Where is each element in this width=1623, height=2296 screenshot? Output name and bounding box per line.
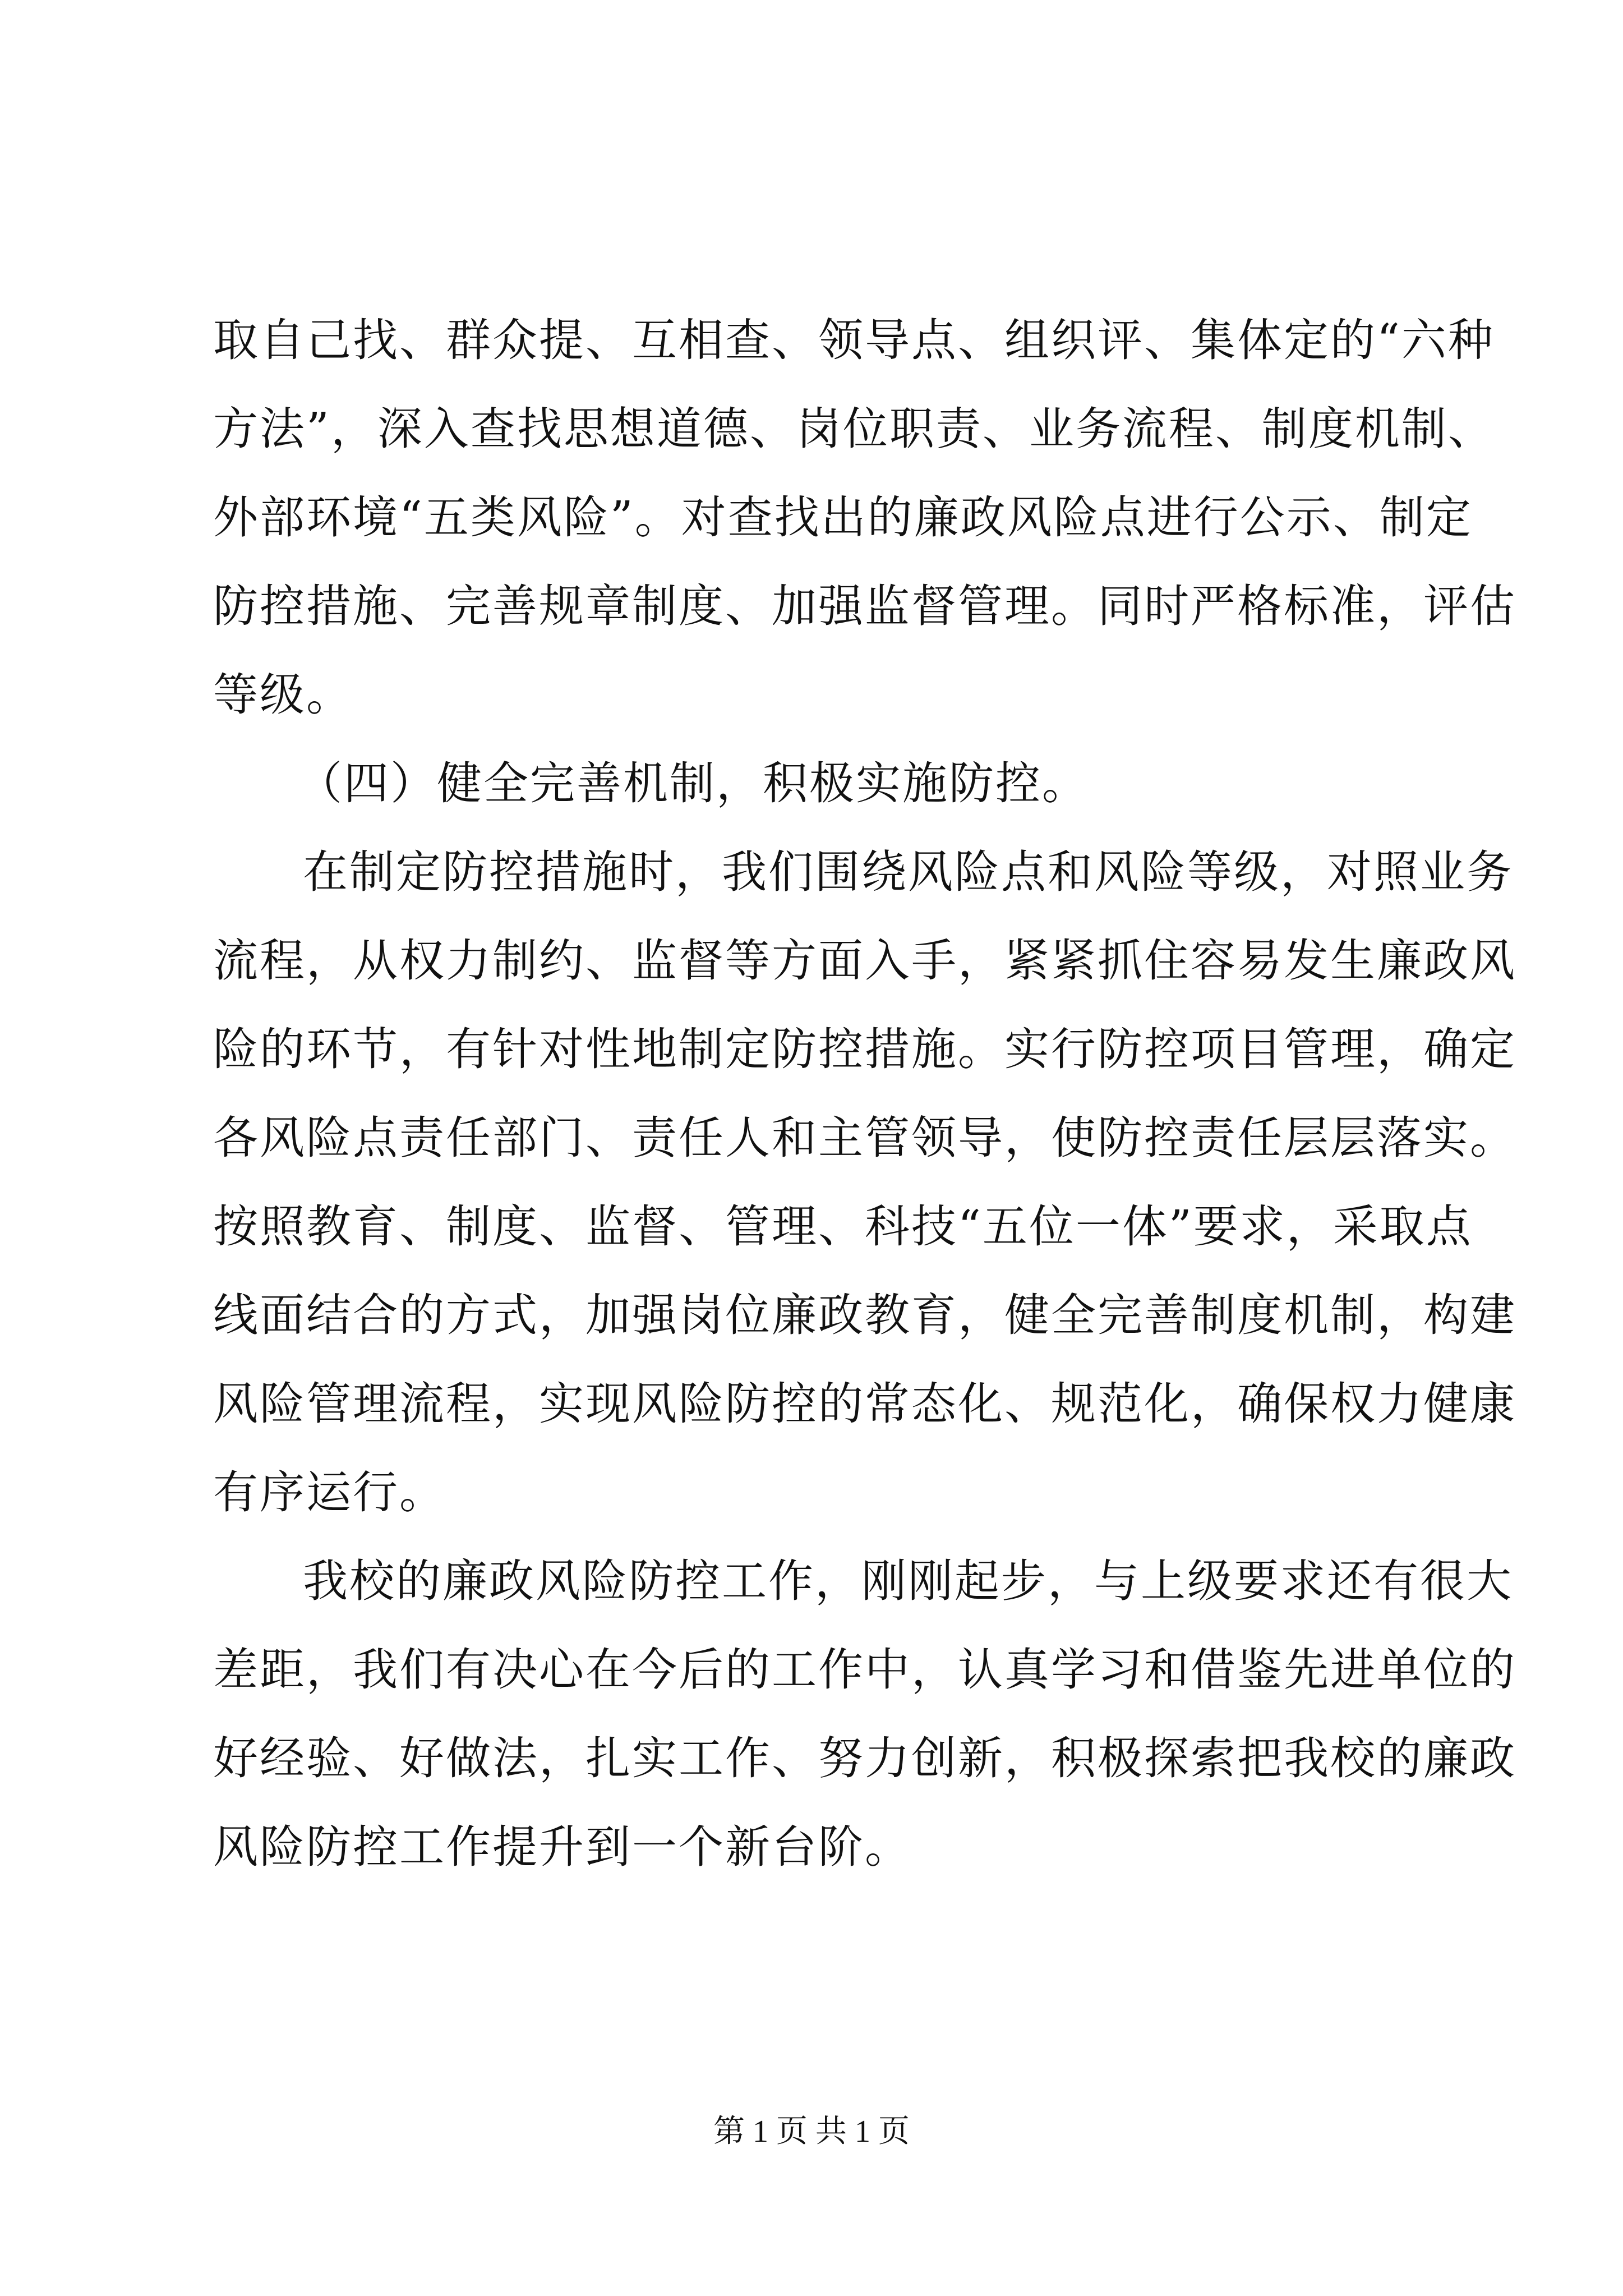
page-footer: 第 1 页 共 1 页 xyxy=(713,2114,910,2149)
body-text xyxy=(213,296,1516,1892)
text-line: 外部环境“五类风险”。对查找出的廉政风险点进行公示、制定 xyxy=(213,491,1473,544)
text-line: 风险防控工作提升到一个新台阶。 xyxy=(213,1821,911,1873)
text-line: 线面结合的方式，加强岗位廉政教育，健全完善制度机制，构建 xyxy=(213,1289,1516,1341)
text-line: 流程，从权力制约、监督等方面入手，紧紧抓住容易发生廉政风 xyxy=(213,935,1516,987)
text-line: 取自己找、群众提、互相查、领导点、组织评、集体定的“六种 xyxy=(213,314,1495,366)
text-line: 等级。 xyxy=(213,669,353,721)
text-line: 方法”，深入查找思想道德、岗位职责、业务流程、制度机制、 xyxy=(213,403,1495,455)
section-heading: （四）健全完善机制，积极实施防控。 xyxy=(297,757,1089,809)
text-line: 险的环节，有针对性地制定防控措施。实行防控项目管理，确定 xyxy=(213,1023,1516,1075)
text-line: 好经验、好做法，扎实工作、努力创新，积极探索把我校的廉政 xyxy=(213,1732,1516,1784)
text-line: 我校的廉政风险防控工作，刚刚起步，与上级要求还有很大 xyxy=(303,1555,1513,1607)
text-line: 风险管理流程，实现风险防控的常态化、规范化，确保权力健康 xyxy=(213,1378,1516,1430)
text-line: 有序运行。 xyxy=(213,1466,446,1519)
text-line: 按照教育、制度、监督、管理、科技“五位一体”要求，采取点 xyxy=(213,1200,1473,1253)
text-line: 差距，我们有决心在今后的工作中，认真学习和借鉴先进单位的 xyxy=(213,1644,1516,1696)
text-line: 各风险点责任部门、责任人和主管领导，使防控责任层层落实。 xyxy=(213,1112,1516,1164)
text-line: 在制定防控措施时，我们围绕风险点和风险等级，对照业务 xyxy=(303,846,1513,898)
text-line: 防控措施、完善规章制度、加强监督管理。同时严格标准，评估 xyxy=(213,580,1516,632)
